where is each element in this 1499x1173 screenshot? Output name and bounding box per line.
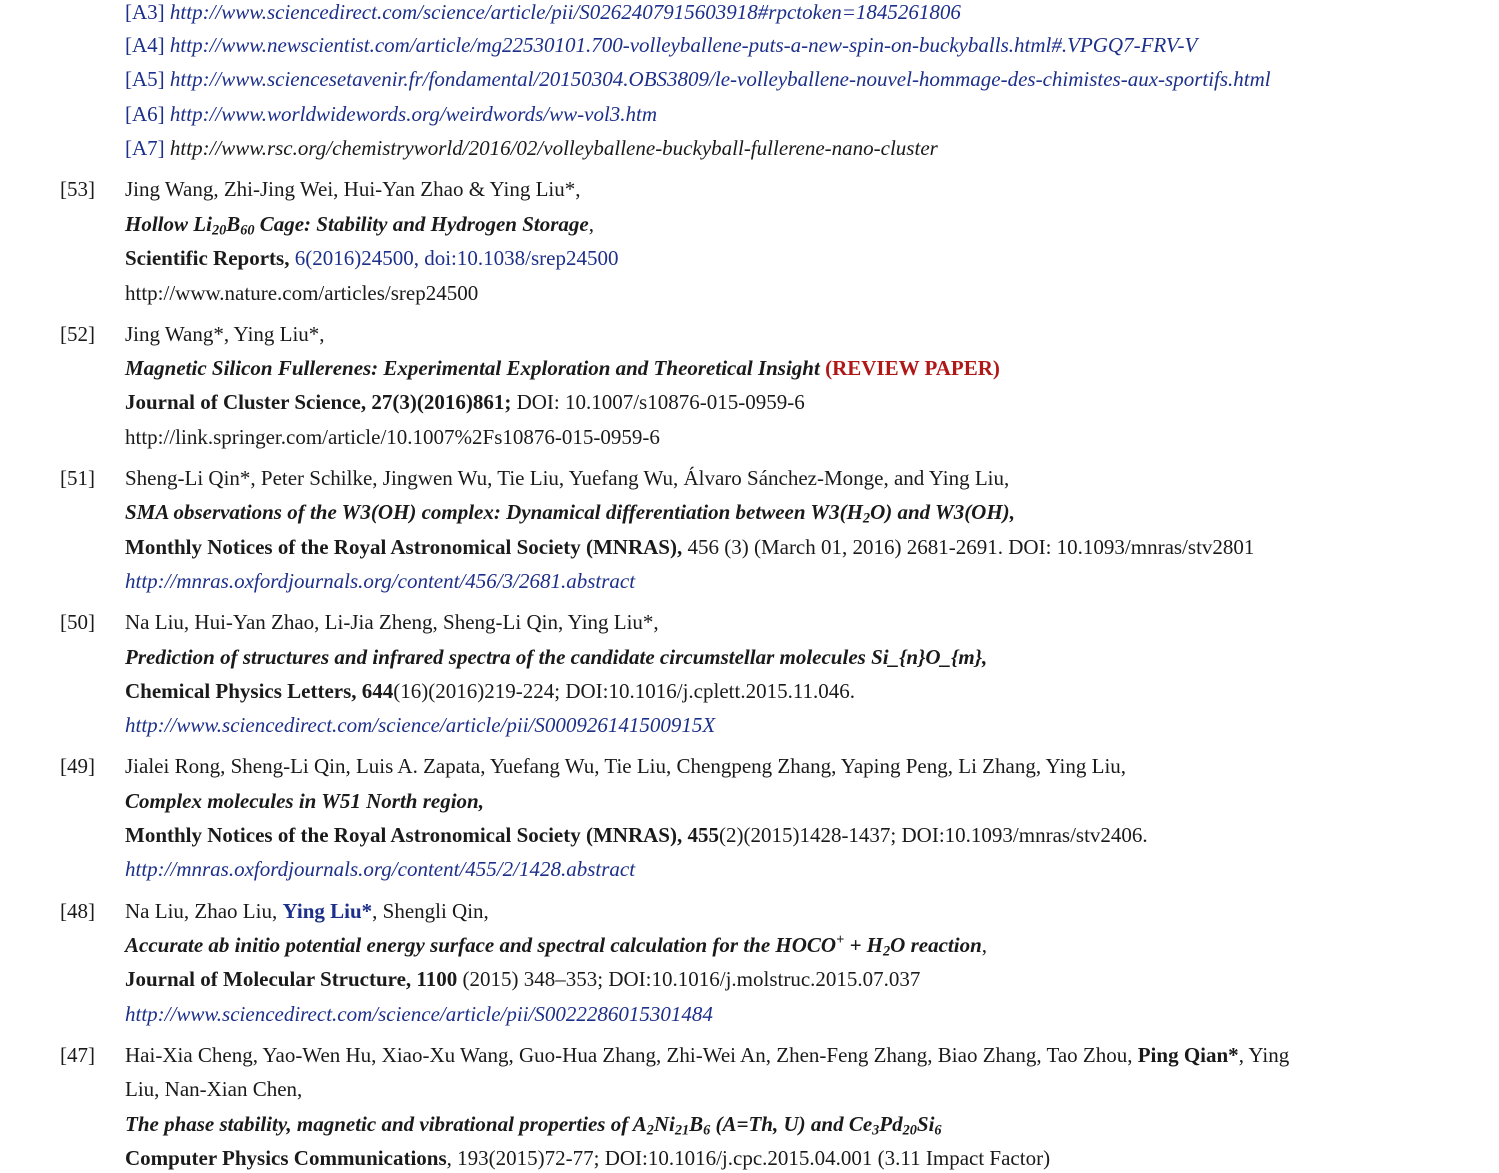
reference-number: [50] — [60, 610, 95, 634]
title-part: + H — [844, 933, 884, 957]
archive-link-a6[interactable] — [125, 102, 657, 126]
title-part: Hollow Li — [125, 212, 212, 236]
journal-name: Computer Physics Communications — [125, 1146, 447, 1170]
highlighted-author: Ping Qian* — [1137, 1043, 1239, 1067]
reference-number: [47] — [60, 1043, 95, 1067]
journal-volume: 6 — [294, 246, 306, 270]
reference-authors — [125, 899, 489, 923]
journal-name: Journal of Cluster Science, 27(3)(2016)861; — [125, 390, 512, 414]
citation-details: 456 (3) (March 01, 2016) 2681-2691. DOI: 10.1093/mnras/stv2801 — [682, 535, 1255, 559]
reference-citation — [125, 390, 805, 414]
reference-link[interactable]: http://www.sciencedirect.com/science/article/pii/S000926141500915X — [125, 713, 716, 737]
archive-link-a5[interactable] — [125, 67, 1271, 91]
author-names: , Ying — [1238, 1043, 1290, 1067]
reference-citation — [125, 246, 618, 270]
reference-number: [52] — [60, 322, 95, 346]
archive-url[interactable]: http://www.rsc.org/chemistryworld/2016/02/volleyballene-buckyball-fullerene-nano-cluster — [169, 136, 938, 160]
journal-name: Chemical Physics Letters, — [125, 679, 357, 703]
journal-name: Monthly Notices of the Royal Astronomical Society (MNRAS), — [125, 535, 683, 559]
citation-details: (2015) 348–353; DOI:10.1016/j.molstruc.2015.07.037 — [457, 967, 921, 991]
reference-number: [51] — [60, 466, 95, 490]
reference-authors: Sheng-Li Qin*, Peter Schilke, Jingwen Wu, Tie Liu, Yuefang Wu, Álvaro Sánchez-Monge, and Ying Liu, — [125, 466, 1010, 490]
archive-tag: [A4] — [125, 33, 165, 57]
title-subscript: 20 — [902, 1122, 917, 1139]
title-subscript: 6 — [703, 1122, 711, 1139]
title-part: O reaction — [890, 933, 982, 957]
title-part: B — [689, 1112, 704, 1136]
journal-name: Journal of Molecular Structure, 1100 — [125, 967, 458, 991]
reference-title: Prediction of structures and infrared spectra of the candidate circumstellar molecules Si_{n}O_{m}, — [125, 645, 988, 669]
reference-authors: Na Liu, Hui-Yan Zhao, Li-Jia Zheng, Sheng-Li Qin, Ying Liu*, — [125, 610, 659, 634]
archive-url[interactable]: http://www.newscientist.com/article/mg22530101.700-volleyballene-puts-a-new-spin-on-buckyballs.html#.VPGQ7-FRV-V — [169, 33, 1198, 57]
reference-title — [125, 212, 594, 239]
reference-authors-continued: Liu, Nan-Xian Chen, — [125, 1077, 303, 1101]
reference-link[interactable]: http://mnras.oxfordjournals.org/content/456/3/2681.abstract — [125, 569, 636, 593]
reference-authors: Jing Wang*, Ying Liu*, — [125, 322, 325, 346]
reference-citation — [125, 823, 1148, 847]
author-names: , Shengli Qin, — [372, 899, 489, 923]
citation-details: (16)(2016)219-224; DOI:10.1016/j.cplett.2015.11.046. — [393, 679, 856, 703]
reference-number: [53] — [60, 177, 95, 201]
title-subscript: 60 — [240, 222, 255, 239]
archive-tag: [A5] — [125, 67, 165, 91]
journal-name: Scientific Reports, — [125, 246, 290, 270]
title-subscript: 20 — [211, 222, 227, 239]
title-subscript: 3 — [872, 1122, 880, 1139]
reference-title — [125, 932, 987, 960]
reference-citation — [125, 679, 855, 703]
title-part: O) and W3(OH) — [870, 500, 1010, 524]
title-part: SMA observations of the W3(OH) complex: Dynamical differentiation between W3(H — [125, 500, 863, 524]
reference-link[interactable]: http://www.nature.com/articles/srep24500 — [125, 281, 479, 305]
archive-url[interactable]: http://www.sciencesetavenir.fr/fondamental/20150304.OBS3809/le-volleyballene-nouvel-hommage-des-chimistes-aux-sportifs.html — [169, 67, 1271, 91]
reference-authors — [125, 1043, 1289, 1067]
reference-link[interactable]: http://www.sciencedirect.com/science/article/pii/S0022286015301484 — [125, 1002, 713, 1026]
archive-url[interactable]: http://www.worldwidewords.org/weirdwords/ww-vol3.htm — [169, 102, 658, 126]
title-part: Cage: Stability and Hydrogen Storage — [254, 212, 589, 236]
journal-volume: 455 — [682, 823, 719, 847]
title-superscript: + — [836, 932, 845, 949]
reference-number: [48] — [60, 899, 95, 923]
title-punctuation: , — [1009, 500, 1015, 524]
title-subscript: 21 — [674, 1122, 690, 1139]
title-subscript: 2 — [883, 943, 891, 960]
review-paper-badge: (REVIEW PAPER) — [825, 356, 1000, 380]
archive-link-a4[interactable] — [125, 33, 1197, 57]
reference-authors: Jing Wang, Zhi-Jing Wei, Hui-Yan Zhao & Ying Liu*, — [125, 177, 581, 201]
journal-volume: 644 — [356, 679, 394, 703]
citation-details: , 193(2015)72-77; DOI:10.1016/j.cpc.2015.04.001 (3.11 Impact Factor) — [446, 1146, 1051, 1170]
reference-link[interactable]: http://link.springer.com/article/10.1007%2Fs10876-015-0959-6 — [125, 425, 660, 449]
reference-title — [125, 1112, 942, 1139]
archive-link-a3[interactable] — [125, 0, 961, 24]
journal-name: Monthly Notices of the Royal Astronomical Society (MNRAS), — [125, 823, 683, 847]
title-part: Pd — [879, 1112, 903, 1136]
title-part: Si — [916, 1112, 935, 1136]
citation-details: DOI: 10.1007/s10876-015-0959-6 — [511, 390, 805, 414]
title-part: Accurate ab initio potential energy surface and spectral calculation for the HOCO — [125, 933, 837, 957]
reference-citation — [125, 535, 1254, 559]
title-punctuation: , — [981, 933, 987, 957]
reference-title — [125, 500, 1015, 527]
title-part: Ni — [653, 1112, 675, 1136]
reference-title: Magnetic Silicon Fullerenes: Experimental Exploration and Theoretical Insight — [125, 356, 820, 380]
title-part: (A=Th, U) and Ce — [710, 1112, 873, 1136]
reference-authors: Jialei Rong, Sheng-Li Qin, Luis A. Zapata, Yuefang Wu, Tie Liu, Chengpeng Zhang, Yaping Peng, Li Zhang, Ying Liu, — [125, 754, 1127, 778]
title-part: The phase stability, magnetic and vibrational properties of A — [125, 1112, 647, 1136]
highlighted-author: Ying Liu* — [282, 899, 373, 923]
title-subscript: 2 — [862, 510, 871, 527]
citation-details[interactable]: (2016)24500, doi:10.1038/srep24500 — [305, 246, 619, 270]
title-punctuation: , — [588, 212, 594, 236]
author-names: Na Liu, Zhao Liu, — [125, 899, 283, 923]
reference-number: [49] — [60, 754, 95, 778]
title-part: B — [226, 212, 241, 236]
reference-link[interactable]: http://mnras.oxfordjournals.org/content/455/2/1428.abstract — [125, 857, 636, 881]
reference-citation — [125, 1146, 1050, 1170]
archive-tag: [A3] — [125, 0, 165, 24]
title-subscript: 2 — [646, 1122, 654, 1139]
citation-details: (2)(2015)1428-1437; DOI:10.1093/mnras/stv2406. — [718, 823, 1148, 847]
title-subscript: 6 — [934, 1122, 942, 1139]
author-names: Hai-Xia Cheng, Yao-Wen Hu, Xiao-Xu Wang, Guo-Hua Zhang, Zhi-Wei An, Zhen-Feng Zhang, Biao Zhang, Tao Zhou, — [125, 1043, 1138, 1067]
reference-citation — [125, 967, 920, 991]
archive-link-a7[interactable] — [125, 136, 938, 160]
reference-title-row — [125, 356, 1000, 380]
archive-url[interactable]: http://www.sciencedirect.com/science/article/pii/S0262407915603918#rpctoken=1845261806 — [169, 0, 961, 24]
archive-tag: [A7] — [125, 136, 165, 160]
reference-title: Complex molecules in W51 North region, — [125, 789, 484, 813]
archive-tag: [A6] — [125, 102, 165, 126]
